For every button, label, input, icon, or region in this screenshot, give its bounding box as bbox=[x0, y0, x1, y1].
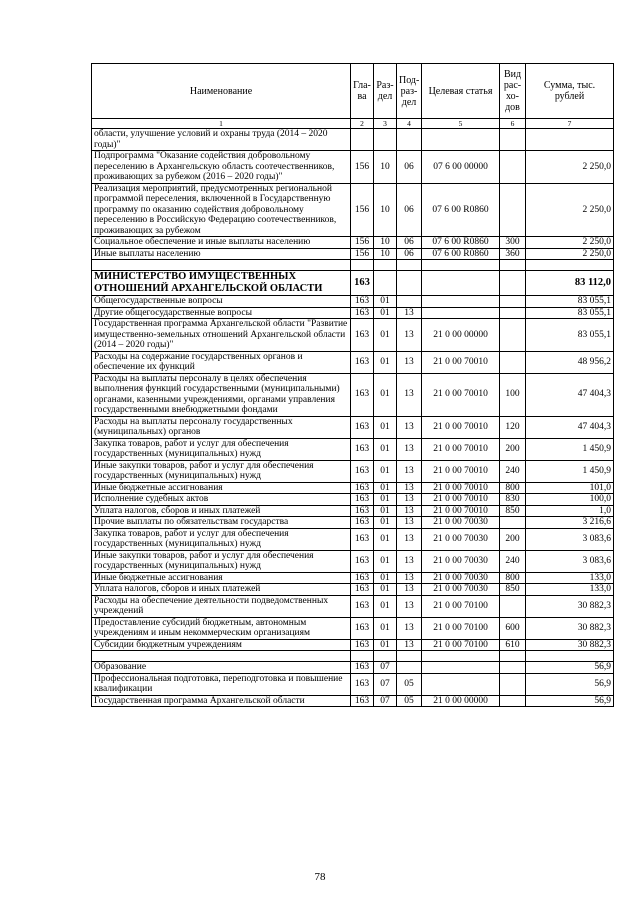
row-sum: 2 250,0 bbox=[526, 183, 614, 237]
row-razdel: 01 bbox=[374, 319, 397, 352]
row-podrazdel bbox=[397, 129, 422, 151]
row-target bbox=[422, 296, 500, 308]
page-number: 78 bbox=[314, 871, 326, 883]
row-glava: 163 bbox=[351, 584, 374, 596]
row-sum: 47 404,3 bbox=[526, 416, 614, 438]
row-vid bbox=[500, 662, 526, 674]
row-glava: 163 bbox=[351, 373, 374, 416]
row-podrazdel: 13 bbox=[397, 482, 422, 494]
row-name: Расходы на выплаты персоналу государственных (муниципальных) органов bbox=[92, 416, 351, 438]
row-target: 21 0 00 70010 bbox=[422, 373, 500, 416]
row-razdel: 10 bbox=[374, 237, 397, 249]
row-vid bbox=[500, 517, 526, 529]
row-podrazdel: 13 bbox=[397, 319, 422, 352]
row-razdel: 07 bbox=[374, 662, 397, 674]
row-sum: 3 216,6 bbox=[526, 517, 614, 529]
row-glava: 163 bbox=[351, 438, 374, 460]
row-target: 21 0 00 70010 bbox=[422, 482, 500, 494]
row-podrazdel: 13 bbox=[397, 528, 422, 550]
row-glava: 156 bbox=[351, 183, 374, 237]
row-glava: 163 bbox=[351, 460, 374, 482]
row-podrazdel: 13 bbox=[397, 307, 422, 319]
row-name: Исполнение судебных актов bbox=[92, 494, 351, 506]
row-sum bbox=[526, 260, 614, 271]
row-vid bbox=[500, 151, 526, 184]
table-row bbox=[92, 237, 614, 249]
row-name: МИНИСТЕРСТВО ИМУЩЕСТВЕННЫХ ОТНОШЕНИЙ АРХАНГЕЛЬСКОЙ ОБЛАСТИ bbox=[92, 271, 351, 296]
row-vid bbox=[500, 271, 526, 296]
row-target: 21 0 00 70030 bbox=[422, 584, 500, 596]
row-razdel: 01 bbox=[374, 373, 397, 416]
table-row bbox=[92, 517, 614, 529]
row-target: 07 6 00 00000 bbox=[422, 151, 500, 184]
row-target bbox=[422, 260, 500, 271]
row-name: Государственная программа Архангельской области bbox=[92, 695, 351, 707]
row-name: Закупка товаров, работ и услуг для обеспечения государственных (муниципальных) нужд bbox=[92, 528, 351, 550]
table-row bbox=[92, 307, 614, 319]
row-vid bbox=[500, 307, 526, 319]
row-podrazdel: 13 bbox=[397, 438, 422, 460]
table-row bbox=[92, 617, 614, 639]
row-vid: 830 bbox=[500, 494, 526, 506]
row-target: 21 0 00 70030 bbox=[422, 550, 500, 572]
row-target: 21 0 00 70010 bbox=[422, 416, 500, 438]
row-razdel: 07 bbox=[374, 673, 397, 695]
row-target: 21 0 00 70030 bbox=[422, 517, 500, 529]
row-podrazdel: 13 bbox=[397, 595, 422, 617]
row-razdel: 01 bbox=[374, 416, 397, 438]
row-target bbox=[422, 651, 500, 662]
table-row bbox=[92, 438, 614, 460]
table-row bbox=[92, 351, 614, 373]
row-vid bbox=[500, 695, 526, 707]
row-target bbox=[422, 307, 500, 319]
row-name: Подпрограмма "Оказание содействия добровольному переселению в Архангельскую область соотечественников, проживающих за рубежом (2016 – 2020 годы)" bbox=[92, 151, 351, 184]
table-row bbox=[92, 296, 614, 308]
column-number-row bbox=[92, 119, 614, 129]
row-razdel: 01 bbox=[374, 617, 397, 639]
row-razdel bbox=[374, 651, 397, 662]
table-row bbox=[92, 662, 614, 674]
table-row bbox=[92, 528, 614, 550]
row-sum: 56,9 bbox=[526, 662, 614, 674]
row-vid: 120 bbox=[500, 416, 526, 438]
row-name: Общегосударственные вопросы bbox=[92, 296, 351, 308]
row-razdel: 01 bbox=[374, 494, 397, 506]
row-vid: 600 bbox=[500, 617, 526, 639]
row-vid: 240 bbox=[500, 460, 526, 482]
row-glava: 163 bbox=[351, 528, 374, 550]
row-vid bbox=[500, 319, 526, 352]
row-razdel: 01 bbox=[374, 639, 397, 651]
row-glava bbox=[351, 260, 374, 271]
row-podrazdel bbox=[397, 296, 422, 308]
row-name: Прочие выплаты по обязательствам государства bbox=[92, 517, 351, 529]
row-target: 21 0 00 70030 bbox=[422, 528, 500, 550]
row-sum: 1 450,9 bbox=[526, 460, 614, 482]
row-sum: 3 083,6 bbox=[526, 550, 614, 572]
row-target: 21 0 00 70100 bbox=[422, 639, 500, 651]
row-target: 21 0 00 00000 bbox=[422, 695, 500, 707]
row-glava: 163 bbox=[351, 416, 374, 438]
row-glava: 163 bbox=[351, 307, 374, 319]
header-glava: Гла-ва bbox=[351, 64, 374, 119]
row-razdel bbox=[374, 129, 397, 151]
row-target: 21 0 00 70100 bbox=[422, 617, 500, 639]
row-name: Иные выплаты населению bbox=[92, 248, 351, 260]
row-vid: 850 bbox=[500, 584, 526, 596]
row-glava: 156 bbox=[351, 248, 374, 260]
row-sum: 83 112,0 bbox=[526, 271, 614, 296]
row-target: 07 6 00 R0860 bbox=[422, 248, 500, 260]
row-target: 07 6 00 R0860 bbox=[422, 237, 500, 249]
row-podrazdel: 13 bbox=[397, 416, 422, 438]
row-razdel: 01 bbox=[374, 572, 397, 584]
table-header-row bbox=[92, 64, 614, 119]
row-sum: 30 882,3 bbox=[526, 639, 614, 651]
row-name: Иные бюджетные ассигнования bbox=[92, 572, 351, 584]
row-name: Профессиональная подготовка, переподготовка и повышение квалификации bbox=[92, 673, 351, 695]
row-glava: 163 bbox=[351, 662, 374, 674]
row-podrazdel: 13 bbox=[397, 639, 422, 651]
row-name: Расходы на обеспечение деятельности подведомственных учреждений bbox=[92, 595, 351, 617]
row-sum: 56,9 bbox=[526, 695, 614, 707]
row-target: 21 0 00 70010 bbox=[422, 505, 500, 517]
row-podrazdel: 13 bbox=[397, 572, 422, 584]
table-row bbox=[92, 595, 614, 617]
row-sum: 133,0 bbox=[526, 584, 614, 596]
row-razdel: 01 bbox=[374, 307, 397, 319]
row-sum: 2 250,0 bbox=[526, 248, 614, 260]
row-vid: 800 bbox=[500, 572, 526, 584]
row-name: Образование bbox=[92, 662, 351, 674]
row-name: области, улучшение условий и охраны труда (2014 – 2020 годы)" bbox=[92, 129, 351, 151]
row-razdel: 01 bbox=[374, 351, 397, 373]
row-target bbox=[422, 129, 500, 151]
row-glava: 163 bbox=[351, 296, 374, 308]
row-vid bbox=[500, 651, 526, 662]
row-sum bbox=[526, 129, 614, 151]
column-number: 3 bbox=[374, 119, 397, 129]
row-razdel: 01 bbox=[374, 528, 397, 550]
row-sum: 83 055,1 bbox=[526, 319, 614, 352]
header-name: Наименование bbox=[92, 64, 351, 119]
row-podrazdel: 05 bbox=[397, 695, 422, 707]
row-vid: 240 bbox=[500, 550, 526, 572]
row-vid bbox=[500, 296, 526, 308]
table-row bbox=[92, 416, 614, 438]
row-razdel: 01 bbox=[374, 584, 397, 596]
row-glava bbox=[351, 129, 374, 151]
row-podrazdel bbox=[397, 651, 422, 662]
table-row bbox=[92, 673, 614, 695]
header-target: Целевая статья bbox=[422, 64, 500, 119]
row-razdel: 07 bbox=[374, 695, 397, 707]
row-razdel: 01 bbox=[374, 505, 397, 517]
row-vid: 100 bbox=[500, 373, 526, 416]
row-vid bbox=[500, 351, 526, 373]
row-glava: 163 bbox=[351, 550, 374, 572]
row-razdel: 01 bbox=[374, 482, 397, 494]
table-row bbox=[92, 319, 614, 352]
row-podrazdel: 13 bbox=[397, 494, 422, 506]
row-razdel: 10 bbox=[374, 248, 397, 260]
row-glava: 163 bbox=[351, 595, 374, 617]
row-glava: 156 bbox=[351, 237, 374, 249]
table-row bbox=[92, 695, 614, 707]
table-row bbox=[92, 248, 614, 260]
row-glava bbox=[351, 651, 374, 662]
column-number: 5 bbox=[422, 119, 500, 129]
row-razdel: 10 bbox=[374, 183, 397, 237]
row-sum: 30 882,3 bbox=[526, 617, 614, 639]
table-row bbox=[92, 271, 614, 296]
row-podrazdel: 13 bbox=[397, 517, 422, 529]
row-name: Уплата налогов, сборов и иных платежей bbox=[92, 505, 351, 517]
table-row bbox=[92, 373, 614, 416]
row-sum: 48 956,2 bbox=[526, 351, 614, 373]
header-razdel: Раз-дел bbox=[374, 64, 397, 119]
table-row bbox=[92, 572, 614, 584]
row-name: Иные закупки товаров, работ и услуг для обеспечения государственных (муниципальных) нужд bbox=[92, 550, 351, 572]
row-podrazdel bbox=[397, 662, 422, 674]
row-vid: 800 bbox=[500, 482, 526, 494]
row-name: Уплата налогов, сборов и иных платежей bbox=[92, 584, 351, 596]
row-razdel: 01 bbox=[374, 460, 397, 482]
row-glava: 163 bbox=[351, 572, 374, 584]
row-glava: 163 bbox=[351, 482, 374, 494]
row-sum: 2 250,0 bbox=[526, 237, 614, 249]
row-glava: 156 bbox=[351, 151, 374, 184]
row-name: Субсидии бюджетным учреждениям bbox=[92, 639, 351, 651]
row-target bbox=[422, 662, 500, 674]
row-podrazdel: 13 bbox=[397, 373, 422, 416]
row-vid bbox=[500, 673, 526, 695]
row-glava: 163 bbox=[351, 517, 374, 529]
row-vid: 300 bbox=[500, 237, 526, 249]
row-name: Расходы на выплаты персоналу в целях обеспечения выполнения функций государственными (муниципальными) органами, казенными учреждениями, органами управления государственными внебюджетными фондами bbox=[92, 373, 351, 416]
row-name: Предоставление субсидий бюджетным, автономным учреждениям и иным некоммерческим организациям bbox=[92, 617, 351, 639]
row-podrazdel: 05 bbox=[397, 673, 422, 695]
spacer-row bbox=[92, 260, 614, 271]
budget-table bbox=[91, 63, 614, 707]
row-target: 07 6 00 R0860 bbox=[422, 183, 500, 237]
row-target: 21 0 00 70100 bbox=[422, 595, 500, 617]
header-sum: Сумма, тыс. рублей bbox=[526, 64, 614, 119]
row-razdel: 01 bbox=[374, 438, 397, 460]
row-sum: 133,0 bbox=[526, 572, 614, 584]
row-glava: 163 bbox=[351, 494, 374, 506]
row-name: Другие общегосударственные вопросы bbox=[92, 307, 351, 319]
table-row bbox=[92, 460, 614, 482]
row-name: Социальное обеспечение и иные выплаты населению bbox=[92, 237, 351, 249]
row-sum: 3 083,6 bbox=[526, 528, 614, 550]
row-target: 21 0 00 70010 bbox=[422, 494, 500, 506]
row-razdel: 01 bbox=[374, 550, 397, 572]
header-podrazdel: Под-раз-дел bbox=[397, 64, 422, 119]
row-glava: 163 bbox=[351, 505, 374, 517]
row-podrazdel: 06 bbox=[397, 151, 422, 184]
table-row bbox=[92, 584, 614, 596]
column-number: 1 bbox=[92, 119, 351, 129]
row-name: Иные бюджетные ассигнования bbox=[92, 482, 351, 494]
row-sum: 47 404,3 bbox=[526, 373, 614, 416]
row-glava: 163 bbox=[351, 695, 374, 707]
row-glava: 163 bbox=[351, 673, 374, 695]
row-razdel bbox=[374, 260, 397, 271]
row-target: 21 0 00 70010 bbox=[422, 351, 500, 373]
spacer-row bbox=[92, 651, 614, 662]
table-row bbox=[92, 482, 614, 494]
row-sum: 1 450,9 bbox=[526, 438, 614, 460]
row-target: 21 0 00 00000 bbox=[422, 319, 500, 352]
row-name: Иные закупки товаров, работ и услуг для обеспечения государственных (муниципальных) нужд bbox=[92, 460, 351, 482]
row-target: 21 0 00 70010 bbox=[422, 438, 500, 460]
row-sum: 100,0 bbox=[526, 494, 614, 506]
row-podrazdel: 13 bbox=[397, 550, 422, 572]
row-glava: 163 bbox=[351, 271, 374, 296]
row-target: 21 0 00 70010 bbox=[422, 460, 500, 482]
row-glava: 163 bbox=[351, 639, 374, 651]
row-razdel: 10 bbox=[374, 151, 397, 184]
row-razdel: 01 bbox=[374, 595, 397, 617]
row-target bbox=[422, 673, 500, 695]
row-vid bbox=[500, 595, 526, 617]
row-name: Расходы на содержание государственных органов и обеспечение их функций bbox=[92, 351, 351, 373]
row-name: Закупка товаров, работ и услуг для обеспечения государственных (муниципальных) нужд bbox=[92, 438, 351, 460]
row-sum: 1,0 bbox=[526, 505, 614, 517]
row-vid bbox=[500, 260, 526, 271]
row-sum: 2 250,0 bbox=[526, 151, 614, 184]
row-sum bbox=[526, 651, 614, 662]
table-row bbox=[92, 129, 614, 151]
row-glava: 163 bbox=[351, 319, 374, 352]
row-target bbox=[422, 271, 500, 296]
column-number: 2 bbox=[351, 119, 374, 129]
row-sum: 83 055,1 bbox=[526, 296, 614, 308]
row-podrazdel: 13 bbox=[397, 584, 422, 596]
row-sum: 101,0 bbox=[526, 482, 614, 494]
table-row bbox=[92, 494, 614, 506]
table-row bbox=[92, 151, 614, 184]
row-podrazdel: 13 bbox=[397, 351, 422, 373]
row-target: 21 0 00 70030 bbox=[422, 572, 500, 584]
row-podrazdel: 13 bbox=[397, 505, 422, 517]
row-vid: 850 bbox=[500, 505, 526, 517]
row-vid: 200 bbox=[500, 438, 526, 460]
table-row bbox=[92, 639, 614, 651]
row-podrazdel bbox=[397, 271, 422, 296]
row-razdel bbox=[374, 271, 397, 296]
row-glava: 163 bbox=[351, 351, 374, 373]
row-sum: 83 055,1 bbox=[526, 307, 614, 319]
row-vid: 610 bbox=[500, 639, 526, 651]
table-row bbox=[92, 550, 614, 572]
row-podrazdel: 13 bbox=[397, 460, 422, 482]
row-podrazdel bbox=[397, 260, 422, 271]
row-podrazdel: 06 bbox=[397, 237, 422, 249]
row-sum: 30 882,3 bbox=[526, 595, 614, 617]
row-name bbox=[92, 260, 351, 271]
column-number: 4 bbox=[397, 119, 422, 129]
row-razdel: 01 bbox=[374, 517, 397, 529]
row-name: Реализация мероприятий, предусмотренных региональной программой переселения, включенной в Государственную программу по оказанию содействия добровольному переселению в Российскую Федерацию соотечественников, проживающих за рубежом bbox=[92, 183, 351, 237]
column-number: 7 bbox=[526, 119, 614, 129]
row-vid bbox=[500, 129, 526, 151]
row-razdel: 01 bbox=[374, 296, 397, 308]
row-podrazdel: 06 bbox=[397, 248, 422, 260]
row-vid: 360 bbox=[500, 248, 526, 260]
row-podrazdel: 06 bbox=[397, 183, 422, 237]
row-glava: 163 bbox=[351, 617, 374, 639]
header-vid: Вид рас-хо-дов bbox=[500, 64, 526, 119]
row-podrazdel: 13 bbox=[397, 617, 422, 639]
row-sum: 56,9 bbox=[526, 673, 614, 695]
table-row bbox=[92, 505, 614, 517]
row-vid: 200 bbox=[500, 528, 526, 550]
table-body bbox=[92, 129, 614, 707]
row-vid bbox=[500, 183, 526, 237]
column-number: 6 bbox=[500, 119, 526, 129]
table-row bbox=[92, 183, 614, 237]
row-name bbox=[92, 651, 351, 662]
row-name: Государственная программа Архангельской области "Развитие имущественно-земельных отношений Архангельской области (2014 – 2020 годы)" bbox=[92, 319, 351, 352]
